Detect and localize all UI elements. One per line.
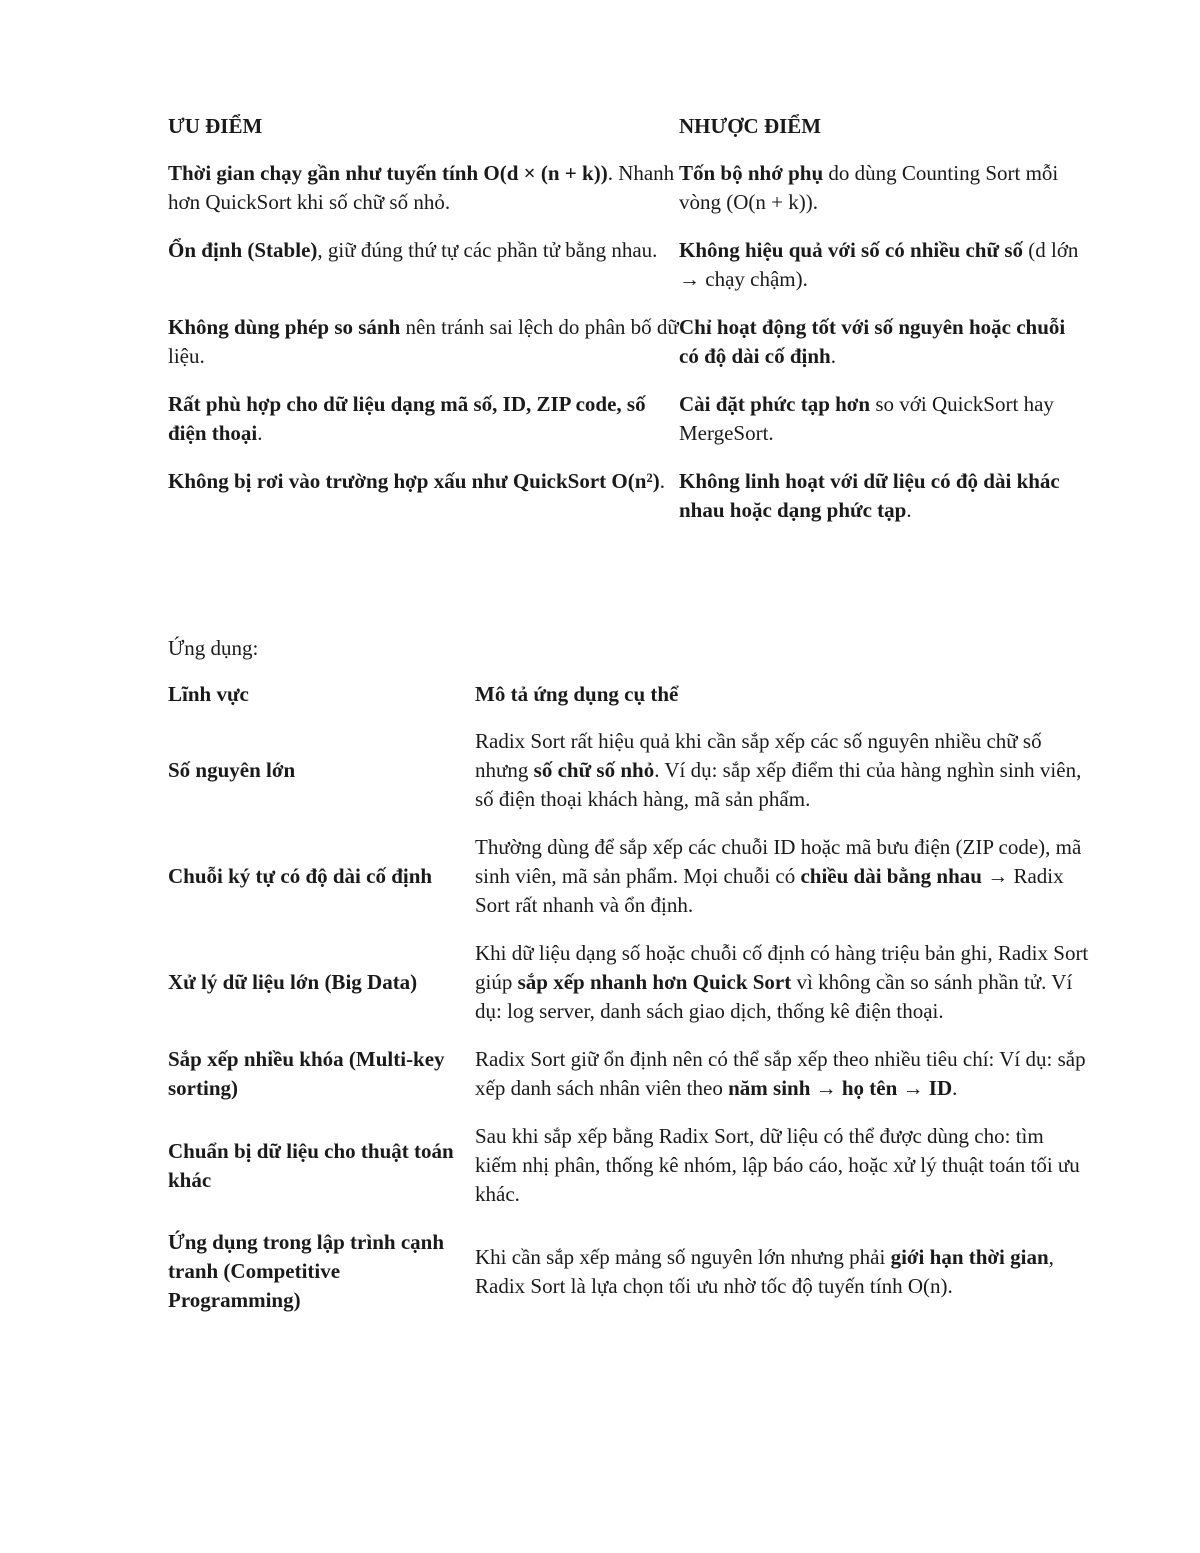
- pro-cell: [168, 313, 679, 390]
- description-text: Khi cần sắp xếp mảng số nguyên lớn nhưng phải: [475, 1244, 891, 1269]
- con-cell: [679, 467, 1088, 544]
- description-bold-text: sắp xếp nhanh hơn Quick Sort: [517, 970, 792, 994]
- field-cell: Chuỗi ký tự có độ dài cố định: [168, 864, 433, 888]
- table-row: [168, 727, 1090, 833]
- description-text: Thường dùng để sắp xếp các chuỗi ID hoặc mã bưu điện (ZIP code), mã sinh viên, mã sản phẩm. Mọi chuỗi có: [475, 835, 1082, 888]
- con-cell: [679, 390, 1088, 467]
- applications-header-row: [168, 680, 1090, 727]
- table-row: [168, 1122, 1090, 1228]
- description-bold-text: chiều dài bằng nhau: [800, 864, 982, 888]
- table-row: [168, 313, 1088, 390]
- pro-bold-text: Thời gian chạy gần như tuyến tính O(d × (n + k)): [168, 161, 608, 185]
- field-cell: Chuẩn bị dữ liệu cho thuật toán khác: [168, 1138, 454, 1192]
- field-header: Lĩnh vực: [168, 682, 249, 706]
- pro-cell: [168, 467, 679, 544]
- description-text: , Radix Sort là lựa chọn tối ưu nhờ tốc độ tuyến tính O(n).: [475, 1244, 1054, 1298]
- description-cell: [475, 1228, 1090, 1334]
- pros-cons-body: [168, 159, 1088, 544]
- field-cell: Sắp xếp nhiều khóa (Multi-key sorting): [168, 1047, 445, 1100]
- pro-bold-text: Ổn định (Stable): [168, 238, 318, 262]
- description-text: vì không cần so sánh phần tử. Ví dụ: log server, danh sách giao dịch, thống kê điện thoại.: [475, 970, 1073, 1023]
- field-cell: Xử lý dữ liệu lớn (Big Data): [168, 970, 418, 994]
- pro-text: , giữ đúng thứ tự các phần tử bằng nhau.: [317, 238, 658, 262]
- table-row: [168, 390, 1088, 467]
- con-text: .: [906, 498, 912, 522]
- table-row: [168, 236, 1088, 313]
- pro-bold-text: Không bị rơi vào trường hợp xấu như QuickSort O(n²): [168, 469, 660, 493]
- pro-bold-text: Rất phù hợp cho dữ liệu dạng mã số, ID, ZIP code, số điện thoại: [168, 392, 646, 445]
- con-bold-text: Cài đặt phức tạp hơn: [679, 392, 871, 416]
- con-text: so với QuickSort hay MergeSort.: [679, 392, 1054, 445]
- applications-body: [168, 727, 1090, 1334]
- description-bold-text: giới hạn thời gian: [890, 1244, 1049, 1269]
- table-row: [168, 833, 1090, 939]
- pro-bold-text: Không dùng phép so sánh: [168, 315, 401, 339]
- description-text: Radix Sort rất hiệu quả khi cần sắp xếp các số nguyên nhiều chữ số nhưng: [475, 729, 1042, 782]
- table-row: [168, 1228, 1090, 1334]
- description-bold-text: số chữ số nhỏ: [533, 758, 655, 782]
- description-bold-text: năm sinh → họ tên → ID: [728, 1076, 953, 1100]
- cons-header: NHƯỢC ĐIỂM: [679, 114, 822, 138]
- pros-cons-table: [168, 112, 1088, 544]
- description-text: Sau khi sắp xếp bằng Radix Sort, dữ liệu có thể được dùng cho: tìm kiếm nhị phân, thống kê nhóm, lập báo cáo, hoặc xử lý thuật toán tối ưu khác.: [475, 1124, 1080, 1206]
- table-row: [168, 939, 1090, 1045]
- con-bold-text: Tốn bộ nhớ phụ: [679, 161, 824, 185]
- pro-cell: [168, 390, 679, 467]
- description-header: Mô tả ứng dụng cụ thể: [475, 682, 679, 706]
- description-cell: [475, 1045, 1090, 1122]
- pro-cell: [168, 236, 679, 313]
- description-text: Radix Sort giữ ổn định nên có thể sắp xếp theo nhiều tiêu chí: Ví dụ: sắp xếp danh sách nhân viên theo: [475, 1047, 1086, 1100]
- pro-text: .: [257, 421, 263, 445]
- description-cell: [475, 833, 1090, 939]
- description-text: Khi dữ liệu dạng số hoặc chuỗi cố định có hàng triệu bản ghi, Radix Sort giúp: [475, 941, 1089, 994]
- table-row: [168, 1045, 1090, 1122]
- con-text: (d lớn → chạy chậm).: [679, 238, 1079, 291]
- pro-text: nên tránh sai lệch do phân bố dữ liệu.: [168, 315, 679, 368]
- con-cell: [679, 313, 1088, 390]
- field-cell: Ứng dụng trong lập trình cạnh tranh (Competitive Programming): [168, 1230, 444, 1312]
- description-cell: [475, 939, 1090, 1045]
- description-text: → Radix Sort rất nhanh và ổn định.: [475, 864, 1064, 917]
- field-cell: Số nguyên lớn: [168, 758, 296, 782]
- applications-label: Ứng dụng:: [168, 636, 259, 660]
- con-bold-text: Không hiệu quả với số có nhiều chữ số: [679, 238, 1023, 262]
- con-cell: [679, 236, 1088, 313]
- description-text: .: [952, 1076, 958, 1100]
- con-text: do dùng Counting Sort mỗi vòng (O(n + k)).: [679, 161, 1059, 214]
- pro-text: . Nhanh hơn QuickSort khi số chữ số nhỏ.: [168, 161, 675, 214]
- description-text: . Ví dụ: sắp xếp điểm thi của hàng nghìn sinh viên, số điện thoại khách hàng, mã sản phẩm.: [475, 758, 1082, 811]
- pro-cell: [168, 159, 679, 236]
- description-cell: [475, 1122, 1090, 1228]
- table-row: [168, 467, 1088, 544]
- con-text: .: [830, 344, 836, 368]
- pros-header: ƯU ĐIỂM: [168, 114, 263, 138]
- description-cell: [475, 727, 1090, 833]
- con-bold-text: Không linh hoạt với dữ liệu có độ dài khác nhau hoặc dạng phức tạp: [679, 469, 1060, 522]
- pros-cons-header-row: [168, 112, 1088, 159]
- pro-text: .: [659, 469, 665, 493]
- table-row: [168, 159, 1088, 236]
- con-cell: [679, 159, 1088, 236]
- applications-table: [168, 680, 1090, 1334]
- con-bold-text: Chỉ hoạt động tốt với số nguyên hoặc chuỗi có độ dài cố định: [679, 315, 1066, 368]
